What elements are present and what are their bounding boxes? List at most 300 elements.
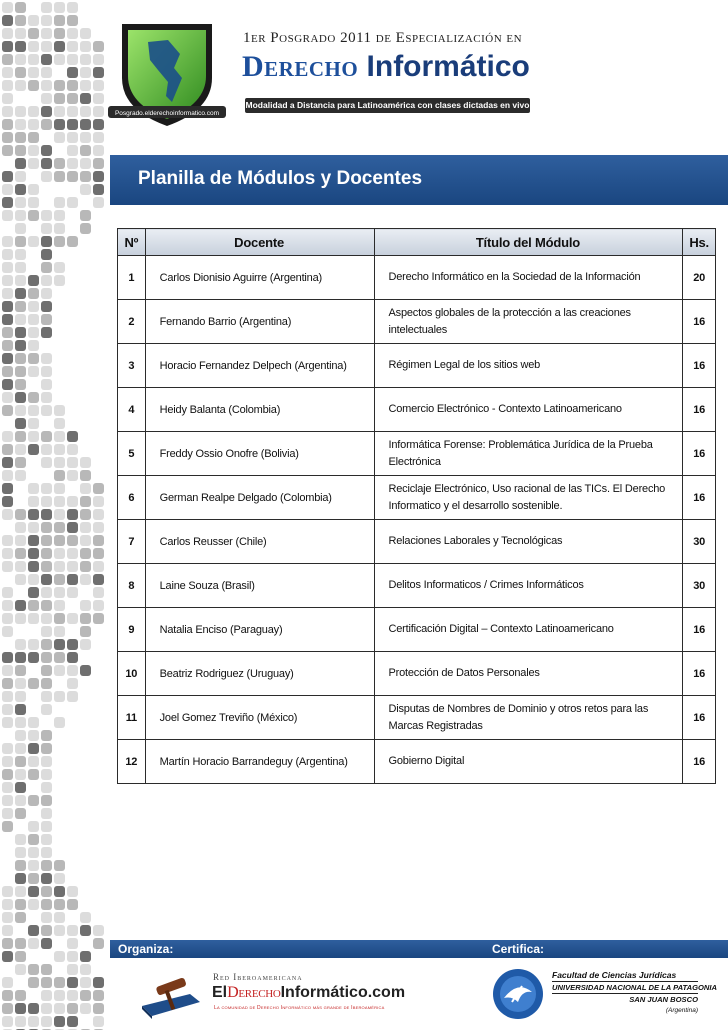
decorative-dot [28, 366, 39, 377]
decorative-dot [28, 678, 39, 689]
decorative-dot [41, 314, 52, 325]
decorative-dot [15, 418, 26, 429]
decorative-dot [41, 171, 52, 182]
decorative-dot [54, 977, 65, 988]
decorative-dot [2, 132, 13, 143]
decorative-dot [28, 392, 39, 403]
row-num: 12 [118, 740, 146, 784]
decorative-dot [15, 340, 26, 351]
row-hs: 16 [683, 652, 716, 696]
table-row [118, 256, 716, 300]
decorative-dot [93, 496, 104, 507]
decorative-dot [2, 444, 13, 455]
decorative-dot [41, 665, 52, 676]
decorative-dot [28, 574, 39, 585]
decorative-dot [2, 314, 13, 325]
row-num: 7 [118, 520, 146, 564]
decorative-dot [93, 80, 104, 91]
header-modulo: Título del Módulo [374, 229, 683, 256]
decorative-dot [80, 67, 91, 78]
decorative-dot [2, 145, 13, 156]
decorative-dot [2, 899, 13, 910]
decorative-dot [2, 561, 13, 572]
decorative-dot [80, 184, 91, 195]
decorative-dot [41, 444, 52, 455]
decorative-dot [93, 613, 104, 624]
decorative-dot [93, 93, 104, 104]
decorative-dot [2, 275, 13, 286]
decorative-dot [80, 990, 91, 1001]
row-modulo: Aspectos globales de la protección a las creaciones intelectuales [374, 300, 683, 344]
decorative-dot [54, 652, 65, 663]
decorative-dot [67, 119, 78, 130]
decorative-dot [15, 743, 26, 754]
decorative-dot [93, 561, 104, 572]
decorative-dot [41, 925, 52, 936]
decorative-dot [80, 210, 91, 221]
decorative-dot [93, 54, 104, 65]
decorative-dot [41, 756, 52, 767]
decorative-dot [80, 951, 91, 962]
row-docente: Joel Gomez Treviño (México) [145, 696, 374, 740]
decorative-dot [41, 938, 52, 949]
decorative-dot [80, 106, 91, 117]
decorative-dot [54, 405, 65, 416]
header-hs: Hs. [683, 229, 716, 256]
decorative-dot [15, 756, 26, 767]
decorative-dot [67, 639, 78, 650]
decorative-dot [41, 80, 52, 91]
decorative-dot [28, 418, 39, 429]
decorative-dot [2, 925, 13, 936]
decorative-dot [41, 28, 52, 39]
row-hs: 16 [683, 388, 716, 432]
decorative-dot [80, 509, 91, 520]
decorative-dot [2, 821, 13, 832]
decorative-dot [28, 80, 39, 91]
decorative-dot [2, 106, 13, 117]
decorative-dot [28, 327, 39, 338]
row-modulo: Disputas de Nombres de Dominio y otros retos para las Marcas Registradas [374, 696, 683, 740]
decorative-dot [28, 977, 39, 988]
decorative-dot [54, 691, 65, 702]
decorative-dot [28, 184, 39, 195]
decorative-dot [54, 600, 65, 611]
decorative-dot [93, 483, 104, 494]
decorative-dot [2, 15, 13, 26]
decorative-dot [67, 1003, 78, 1014]
decorative-dot [2, 808, 13, 819]
decorative-dot [41, 834, 52, 845]
decorative-dot [2, 795, 13, 806]
decorative-dot [28, 821, 39, 832]
decorative-dot [2, 249, 13, 260]
decorative-dot [67, 899, 78, 910]
decorative-dot [54, 1003, 65, 1014]
row-modulo: Comercio Electrónico - Contexto Latinoamericano [374, 388, 683, 432]
decorative-dot [15, 262, 26, 273]
decorative-dot [2, 327, 13, 338]
decorative-dot [15, 249, 26, 260]
table-row [118, 608, 716, 652]
decorative-dot [2, 613, 13, 624]
decorative-dot [28, 964, 39, 975]
decorative-dot [41, 405, 52, 416]
decorative-dot [67, 28, 78, 39]
decorative-dot [28, 145, 39, 156]
decorative-dot [67, 665, 78, 676]
footer-university [552, 970, 717, 1016]
decorative-dot [54, 223, 65, 234]
decorative-dot [2, 470, 13, 481]
decorative-dot [54, 639, 65, 650]
decorative-dot [2, 236, 13, 247]
decorative-dot [15, 392, 26, 403]
decorative-dot [67, 691, 78, 702]
decorative-dot [93, 132, 104, 143]
decorative-dot [80, 483, 91, 494]
decorative-dot [28, 834, 39, 845]
decorative-dot [41, 808, 52, 819]
decorative-dot [67, 561, 78, 572]
decorative-dot [80, 41, 91, 52]
decorative-dot [41, 561, 52, 572]
decorative-dot [67, 925, 78, 936]
decorative-dot [15, 834, 26, 845]
decorative-dot [15, 119, 26, 130]
footer-band [110, 940, 728, 958]
gavel-keyboard-logo-icon [138, 976, 204, 1020]
decorative-dot [67, 522, 78, 533]
decorative-dot [54, 41, 65, 52]
decorative-dot [2, 665, 13, 676]
header-title-derecho: Derecho [242, 50, 359, 83]
decorative-dot [15, 457, 26, 468]
decorative-dot [93, 158, 104, 169]
row-docente: Freddy Ossio Onofre (Bolivia) [145, 432, 374, 476]
decorative-dot [67, 80, 78, 91]
decorative-dot [15, 106, 26, 117]
row-docente: Heidy Balanta (Colombia) [145, 388, 374, 432]
row-hs: 16 [683, 300, 716, 344]
decorative-dot [2, 93, 13, 104]
decorative-dot [41, 327, 52, 338]
row-hs: 16 [683, 432, 716, 476]
header-num: Nº [118, 229, 146, 256]
decorative-dot [54, 171, 65, 182]
decorative-dot [41, 119, 52, 130]
decorative-dot [80, 639, 91, 650]
decorative-dot [80, 925, 91, 936]
decorative-dot [67, 457, 78, 468]
decorative-dot [54, 158, 65, 169]
decorative-dot [15, 470, 26, 481]
decorative-dot [15, 639, 26, 650]
decorative-dot [2, 119, 13, 130]
decorative-dot [2, 509, 13, 520]
decorative-dot [28, 509, 39, 520]
row-docente: Fernando Barrio (Argentina) [145, 300, 374, 344]
decorative-dot [54, 951, 65, 962]
row-hs: 16 [683, 696, 716, 740]
decorative-dot [2, 431, 13, 442]
decorative-dot [41, 210, 52, 221]
decorative-dot [2, 535, 13, 546]
decorative-dot [41, 639, 52, 650]
decorative-dot [15, 509, 26, 520]
decorative-dot [28, 652, 39, 663]
decorative-dot [15, 613, 26, 624]
decorative-dot [28, 444, 39, 455]
decorative-dot [41, 379, 52, 390]
decorative-dot [15, 171, 26, 182]
decorative-dot [54, 717, 65, 728]
decorative-dot [41, 457, 52, 468]
row-hs: 16 [683, 344, 716, 388]
decorative-dot [41, 574, 52, 585]
decorative-dot [41, 236, 52, 247]
decorative-dot [67, 652, 78, 663]
decorative-dot [15, 652, 26, 663]
decorative-dot [28, 106, 39, 117]
row-num: 3 [118, 344, 146, 388]
row-docente: Carlos Reusser (Chile) [145, 520, 374, 564]
decorative-dot [54, 665, 65, 676]
decorative-dot [28, 15, 39, 26]
decorative-dot [54, 626, 65, 637]
decorative-dot [15, 782, 26, 793]
decorative-dot [54, 106, 65, 117]
decorative-dot [2, 587, 13, 598]
table-row [118, 696, 716, 740]
decorative-dot [2, 951, 13, 962]
footer-brand-el: El [212, 984, 228, 1001]
decorative-dot [28, 288, 39, 299]
decorative-dot [41, 964, 52, 975]
decorative-dot [41, 548, 52, 559]
decorative-dot [67, 964, 78, 975]
decorative-dot [28, 561, 39, 572]
decorative-dot [93, 67, 104, 78]
decorative-dot [2, 28, 13, 39]
decorative-dot [15, 236, 26, 247]
decorative-dot [54, 262, 65, 273]
decorative-dot [54, 561, 65, 572]
row-modulo: Delitos Informaticos / Crimes Informáticos [374, 564, 683, 608]
decorative-dot [80, 600, 91, 611]
decorative-dot [28, 236, 39, 247]
row-docente: Martín Horacio Barrandeguy (Argentina) [145, 740, 374, 784]
decorative-dot [80, 470, 91, 481]
decorative-dot [41, 54, 52, 65]
decorative-dot [15, 132, 26, 143]
decorative-dot [93, 145, 104, 156]
decorative-dot [15, 795, 26, 806]
decorative-dot [41, 626, 52, 637]
decorative-dot [15, 600, 26, 611]
decorative-dot [15, 28, 26, 39]
university-seal-icon [492, 966, 544, 1022]
decorative-dot [28, 639, 39, 650]
decorative-dot [41, 1016, 52, 1027]
decorative-dot [28, 756, 39, 767]
decorative-dot [28, 405, 39, 416]
header-docente: Docente [145, 229, 374, 256]
decorative-dot [67, 93, 78, 104]
decorative-dot [41, 366, 52, 377]
decorative-dot [80, 457, 91, 468]
row-hs: 20 [683, 256, 716, 300]
decorative-dot [15, 899, 26, 910]
decorative-dot [2, 184, 13, 195]
decorative-dot [2, 652, 13, 663]
table-row [118, 476, 716, 520]
table-row [118, 520, 716, 564]
decorative-dot [15, 223, 26, 234]
table-row [118, 432, 716, 476]
decorative-dot [28, 548, 39, 559]
decorative-dot [67, 1016, 78, 1027]
decorative-dot [54, 236, 65, 247]
decorative-dot [41, 821, 52, 832]
decorative-dot [15, 730, 26, 741]
decorative-dot [41, 704, 52, 715]
decorative-dot [41, 886, 52, 897]
decorative-dot [54, 80, 65, 91]
decorative-dot [28, 522, 39, 533]
decorative-dot [54, 93, 65, 104]
decorative-dot [41, 1003, 52, 1014]
decorative-dot [80, 574, 91, 585]
decorative-dot [28, 873, 39, 884]
decorative-dot [15, 431, 26, 442]
decorative-dot [54, 886, 65, 897]
row-num: 6 [118, 476, 146, 520]
decorative-dot [2, 67, 13, 78]
decorative-dot [15, 522, 26, 533]
table-row [118, 740, 716, 784]
decorative-dot [54, 197, 65, 208]
decorative-dot [80, 171, 91, 182]
decorative-dot [15, 1003, 26, 1014]
decorative-dot [80, 80, 91, 91]
row-docente: Laine Souza (Brasil) [145, 564, 374, 608]
decorative-dot [67, 171, 78, 182]
decorative-dot [15, 379, 26, 390]
decorative-dot [54, 275, 65, 286]
table-row [118, 300, 716, 344]
decorative-dot [93, 106, 104, 117]
decorative-dot [93, 509, 104, 520]
decorative-dot [67, 15, 78, 26]
decorative-dot [41, 691, 52, 702]
decorative-dot [67, 951, 78, 962]
decorative-dot [15, 561, 26, 572]
decorative-dot [67, 145, 78, 156]
decorative-dot [2, 483, 13, 494]
decorative-dot [15, 314, 26, 325]
decorative-dot [41, 41, 52, 52]
decorative-dot [41, 15, 52, 26]
decorative-dot [54, 444, 65, 455]
decorative-dot [28, 314, 39, 325]
footer-uni-name: UNIVERSIDAD NACIONAL DE LA PATAGONIA [552, 983, 717, 992]
footer-uni-place: SAN JUAN BOSCO [629, 995, 698, 1004]
row-modulo: Gobierno Digital [374, 740, 683, 784]
decorative-dot [28, 41, 39, 52]
row-docente: Beatriz Rodriguez (Uruguay) [145, 652, 374, 696]
decorative-dot [41, 795, 52, 806]
decorative-dot [67, 496, 78, 507]
decorative-dot [28, 1016, 39, 1027]
footer-red-label: Red Iberoamericana [213, 972, 303, 982]
decorative-dot [15, 678, 26, 689]
decorative-dot [80, 522, 91, 533]
row-hs: 30 [683, 564, 716, 608]
decorative-dot [28, 587, 39, 598]
decorative-dot [2, 496, 13, 507]
decorative-dot [54, 418, 65, 429]
decorative-dot [15, 15, 26, 26]
decorative-dot [93, 925, 104, 936]
decorative-dot [15, 54, 26, 65]
decorative-dot [67, 444, 78, 455]
decorative-dot [54, 119, 65, 130]
decorative-dot [41, 730, 52, 741]
decorative-dot [80, 626, 91, 637]
decorative-dot [80, 145, 91, 156]
decorative-dot [93, 938, 104, 949]
decorative-dot [41, 509, 52, 520]
decorative-dot [93, 977, 104, 988]
decorative-dot [15, 184, 26, 195]
decorative-dot [67, 2, 78, 13]
decorative-dot [80, 132, 91, 143]
decorative-dot [41, 977, 52, 988]
decorative-dot [15, 535, 26, 546]
decorative-dot [41, 522, 52, 533]
decorative-dot [41, 613, 52, 624]
decorative-dot [41, 990, 52, 1001]
decorative-dot [41, 93, 52, 104]
decorative-dot [67, 470, 78, 481]
decorative-dot [15, 717, 26, 728]
decorative-dot [93, 197, 104, 208]
decorative-dot [41, 106, 52, 117]
modules-table [117, 228, 716, 784]
decorative-dot [67, 236, 78, 247]
decorative-dot [28, 730, 39, 741]
decorative-dot [93, 548, 104, 559]
decorative-dot [28, 301, 39, 312]
decorative-dot [54, 873, 65, 884]
decorative-dot [28, 483, 39, 494]
decorative-dot [2, 743, 13, 754]
decorative-dot [67, 158, 78, 169]
table-header-row [118, 229, 716, 256]
row-hs: 16 [683, 740, 716, 784]
row-modulo: Protección de Datos Personales [374, 652, 683, 696]
decorative-dot [28, 54, 39, 65]
footer-brand-info: Informático.com [280, 984, 406, 1001]
row-modulo: Certificación Digital – Contexto Latinoamericano [374, 608, 683, 652]
decorative-dot [67, 132, 78, 143]
decorative-dot [41, 301, 52, 312]
decorative-dot [15, 197, 26, 208]
footer-uni-faculty: Facultad de Ciencias Jurídicas [552, 970, 677, 980]
decorative-dot [67, 574, 78, 585]
decorative-dot [2, 379, 13, 390]
